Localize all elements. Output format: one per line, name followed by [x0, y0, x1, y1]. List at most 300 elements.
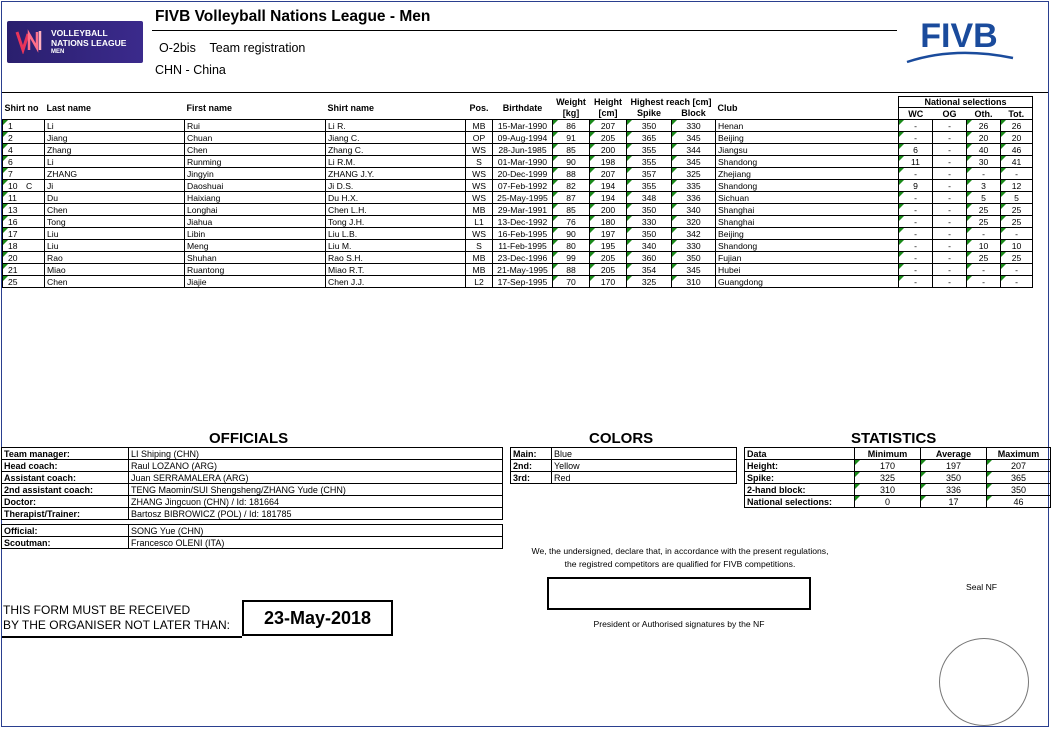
col-weight-unit: [kg]: [562, 108, 580, 119]
last-name-cell: Du: [45, 192, 185, 204]
block-cell: 345: [672, 132, 716, 144]
shirt-name-cell: Jiang C.: [326, 132, 466, 144]
wc-cell: -: [899, 216, 933, 228]
spike-cell: 365: [627, 132, 672, 144]
club-cell: Henan: [716, 120, 899, 132]
club-cell: Jiangsu: [716, 144, 899, 156]
shirt-no-cell: [3, 192, 45, 204]
first-name-cell: Ruantong: [185, 264, 326, 276]
table-row: [3, 216, 1033, 228]
last-name-cell: Liu: [45, 240, 185, 252]
stats-col-max: Maximum: [987, 448, 1051, 460]
stats-label: 2-hand block:: [745, 484, 855, 496]
spike-cell: 357: [627, 168, 672, 180]
wc-cell: 9: [899, 180, 933, 192]
stats-min: 170: [855, 460, 921, 472]
weight-cell: 82: [553, 180, 590, 192]
title-underline: [152, 30, 897, 31]
official-value: Raul LOZANO (ARG): [129, 460, 503, 472]
og-cell: -: [933, 144, 967, 156]
shirt-no: 21: [8, 264, 18, 275]
pos-cell: WS: [466, 180, 493, 192]
official-row: [2, 496, 503, 508]
shirt-name-cell: Liu L.B.: [326, 228, 466, 240]
og-cell: -: [933, 192, 967, 204]
height-cell: 194: [590, 180, 627, 192]
pos-cell: MB: [466, 204, 493, 216]
height-cell: 205: [590, 132, 627, 144]
shirt-no: 10: [8, 180, 18, 191]
last-name-cell: Zhang: [45, 144, 185, 156]
birthdate-cell: 25-May-1995: [493, 192, 553, 204]
table-row: [3, 228, 1033, 240]
form-name: Team registration: [209, 41, 306, 55]
birthdate-cell: 11-Feb-1995: [493, 240, 553, 252]
block-cell: 330: [672, 120, 716, 132]
official-value: Francesco OLENI (ITA): [129, 537, 503, 549]
tot-cell: 25: [1001, 204, 1033, 216]
oth-cell: -: [967, 228, 1001, 240]
first-name-cell: Jiahua: [185, 216, 326, 228]
official-label: Scoutman:: [2, 537, 129, 549]
club-cell: Zhejiang: [716, 168, 899, 180]
club-cell: Sichuan: [716, 192, 899, 204]
first-name-cell: Meng: [185, 240, 326, 252]
pos-cell: MB: [466, 264, 493, 276]
fivb-logo-text: FIVB: [920, 17, 998, 55]
birthdate-cell: 29-Mar-1991: [493, 204, 553, 216]
oth-cell: 10: [967, 240, 1001, 252]
deadline-line-1: THIS FORM MUST BE RECEIVED: [3, 603, 191, 617]
wc-cell: -: [899, 132, 933, 144]
tot-cell: 5: [1001, 192, 1033, 204]
block-cell: 310: [672, 276, 716, 288]
oth-cell: 25: [967, 252, 1001, 264]
stats-avg: 350: [921, 472, 987, 484]
deadline-text: [3, 603, 230, 633]
officials-table: [1, 447, 503, 520]
tot-cell: 12: [1001, 180, 1033, 192]
vnl-logo: [7, 21, 143, 63]
block-cell: 330: [672, 240, 716, 252]
height-cell: 207: [590, 120, 627, 132]
shirt-name-cell: Du H.X.: [326, 192, 466, 204]
block-cell: 350: [672, 252, 716, 264]
official-row: [2, 508, 503, 520]
fivb-logo-icon: [905, 14, 1015, 66]
spike-cell: 355: [627, 180, 672, 192]
weight-cell: 90: [553, 228, 590, 240]
club-cell: Guangdong: [716, 276, 899, 288]
table-row: [3, 276, 1033, 288]
shirt-name-cell: Li R.M.: [326, 156, 466, 168]
seal-label: Seal NF: [966, 582, 998, 592]
official-row: [2, 448, 503, 460]
pos-cell: WS: [466, 144, 493, 156]
tot-cell: 26: [1001, 120, 1033, 132]
oth-cell: 26: [967, 120, 1001, 132]
og-cell: -: [933, 276, 967, 288]
pos-cell: WS: [466, 228, 493, 240]
shirt-no: 7: [8, 168, 13, 179]
col-national-selections: National selections: [899, 97, 1033, 108]
official-label: 2nd assistant coach:: [2, 484, 129, 496]
stats-col-avg: Average: [921, 448, 987, 460]
fivb-logo: [905, 14, 1015, 66]
oth-cell: 25: [967, 216, 1001, 228]
officials-table-2: [1, 524, 503, 549]
height-cell: 194: [590, 192, 627, 204]
official-row: [2, 484, 503, 496]
col-first-name: First name: [186, 102, 233, 113]
first-name-cell: Rui: [185, 120, 326, 132]
shirt-no-cell: [3, 120, 45, 132]
club-cell: Shandong: [716, 156, 899, 168]
pos-cell: L2: [466, 276, 493, 288]
height-cell: 207: [590, 168, 627, 180]
first-name-cell: Longhai: [185, 204, 326, 216]
stats-max: 365: [987, 472, 1051, 484]
col-spike: Spike: [636, 108, 661, 119]
shirt-name-cell: Liu M.: [326, 240, 466, 252]
block-cell: 320: [672, 216, 716, 228]
weight-cell: 85: [553, 204, 590, 216]
shirt-name-cell: Zhang C.: [326, 144, 466, 156]
shirt-no-cell: [3, 228, 45, 240]
birthdate-cell: 17-Sep-1995: [493, 276, 553, 288]
first-name-cell: Runming: [185, 156, 326, 168]
team-name: CHN - China: [155, 63, 226, 77]
height-cell: 195: [590, 240, 627, 252]
og-cell: -: [933, 156, 967, 168]
table-row: [3, 168, 1033, 180]
shirt-no: 18: [8, 240, 18, 251]
pos-cell: S: [466, 156, 493, 168]
tot-cell: 10: [1001, 240, 1033, 252]
colors-title: COLORS: [589, 430, 654, 447]
shirt-no-cell: [3, 144, 45, 156]
tot-cell: -: [1001, 168, 1033, 180]
club-cell: Shandong: [716, 180, 899, 192]
spike-cell: 325: [627, 276, 672, 288]
wc-cell: -: [899, 276, 933, 288]
tot-cell: 25: [1001, 216, 1033, 228]
official-value: SONG Yue (CHN): [129, 525, 503, 537]
height-cell: 200: [590, 204, 627, 216]
height-cell: 197: [590, 228, 627, 240]
last-name-cell: Ji: [45, 180, 185, 192]
oth-cell: 25: [967, 204, 1001, 216]
shirt-no-cell: [3, 204, 45, 216]
wc-cell: -: [899, 120, 933, 132]
declaration-line-1: We, the undersigned, declare that, in accordance with the present regulations,: [531, 546, 829, 556]
birthdate-cell: 01-Mar-1990: [493, 156, 553, 168]
wc-cell: -: [899, 204, 933, 216]
official-label: Assistant coach:: [2, 472, 129, 484]
shirt-no: 1: [8, 120, 13, 131]
height-cell: 170: [590, 276, 627, 288]
table-row: [3, 240, 1033, 252]
shirt-no: 17: [8, 228, 18, 239]
table-row: [3, 144, 1033, 156]
spike-cell: 350: [627, 228, 672, 240]
color-label: 2nd:: [511, 460, 552, 472]
shirt-name-cell: Chen J.J.: [326, 276, 466, 288]
shirt-name-cell: Li R.: [326, 120, 466, 132]
last-name-cell: Liu: [45, 228, 185, 240]
spike-cell: 340: [627, 240, 672, 252]
og-cell: -: [933, 240, 967, 252]
weight-cell: 80: [553, 240, 590, 252]
weight-cell: 70: [553, 276, 590, 288]
color-label: 3rd:: [511, 472, 552, 484]
shirt-no: 2: [8, 132, 13, 143]
logo-text-2: NATIONS LEAGUE: [51, 38, 127, 48]
first-name-cell: Jiajie: [185, 276, 326, 288]
og-cell: -: [933, 168, 967, 180]
shirt-no: 13: [8, 204, 18, 215]
weight-cell: 87: [553, 192, 590, 204]
weight-cell: 91: [553, 132, 590, 144]
color-row: [511, 460, 737, 472]
birthdate-cell: 23-Dec-1996: [493, 252, 553, 264]
pos-cell: S: [466, 240, 493, 252]
col-pos: Pos.: [469, 102, 489, 113]
table-row: [3, 156, 1033, 168]
declaration-line-2: the registred competitors are qualified for FIVB competitions.: [564, 559, 796, 569]
spike-cell: 350: [627, 120, 672, 132]
stats-label: National selections:: [745, 496, 855, 508]
stats-avg: 17: [921, 496, 987, 508]
tot-cell: 41: [1001, 156, 1033, 168]
roster-table: [2, 96, 1033, 288]
og-cell: -: [933, 132, 967, 144]
og-cell: -: [933, 180, 967, 192]
birthdate-cell: 13-Dec-1992: [493, 216, 553, 228]
oth-cell: -: [967, 264, 1001, 276]
col-weight: Weight: [556, 97, 586, 107]
oth-cell: 20: [967, 132, 1001, 144]
spike-cell: 360: [627, 252, 672, 264]
stats-min: 0: [855, 496, 921, 508]
table-row: [3, 192, 1033, 204]
birthdate-cell: 28-Jun-1985: [493, 144, 553, 156]
col-block: Block: [681, 108, 706, 119]
weight-cell: 88: [553, 168, 590, 180]
stats-col-min: Minimum: [855, 448, 921, 460]
tot-cell: 46: [1001, 144, 1033, 156]
logo-text-3: MEN: [51, 49, 65, 55]
shirt-no: 25: [8, 276, 18, 287]
block-cell: 345: [672, 156, 716, 168]
stats-avg: 336: [921, 484, 987, 496]
height-cell: 180: [590, 216, 627, 228]
shirt-no-cell: [3, 132, 45, 144]
last-name-cell: ZHANG: [45, 168, 185, 180]
club-cell: Fujian: [716, 252, 899, 264]
block-cell: 345: [672, 264, 716, 276]
official-label: Doctor:: [2, 496, 129, 508]
spike-cell: 355: [627, 156, 672, 168]
form-label: [159, 41, 305, 55]
og-cell: -: [933, 216, 967, 228]
spike-cell: 330: [627, 216, 672, 228]
stats-min: 325: [855, 472, 921, 484]
club-cell: Beijing: [716, 132, 899, 144]
oth-cell: -: [967, 276, 1001, 288]
last-name-cell: Jiang: [45, 132, 185, 144]
stats-max: 350: [987, 484, 1051, 496]
oth-cell: 3: [967, 180, 1001, 192]
color-value: Red: [552, 472, 737, 484]
shirt-no-cell: [3, 252, 45, 264]
shirt-name-cell: Ji D.S.: [326, 180, 466, 192]
shirt-no-cell: [3, 216, 45, 228]
form-code: O-2bis: [159, 41, 196, 55]
spike-cell: 350: [627, 204, 672, 216]
captain-mark: C: [26, 180, 33, 191]
col-highest-reach: Highest reach [cm]: [630, 97, 712, 107]
col-height: Height: [594, 97, 622, 107]
stats-row: [745, 460, 1051, 472]
club-cell: Hubei: [716, 264, 899, 276]
official-row: [2, 537, 503, 549]
deadline-underline: [2, 636, 242, 638]
official-value: Juan SERRAMALERA (ARG): [129, 472, 503, 484]
stats-avg: 197: [921, 460, 987, 472]
shirt-no-cell: [3, 180, 45, 192]
shirt-name-cell: Rao S.H.: [326, 252, 466, 264]
tot-cell: 20: [1001, 132, 1033, 144]
wc-cell: -: [899, 252, 933, 264]
stats-row: [745, 496, 1051, 508]
declaration-text: [503, 545, 857, 571]
first-name-cell: Jingyin: [185, 168, 326, 180]
shirt-name-cell: Tong J.H.: [326, 216, 466, 228]
signature-box[interactable]: [547, 577, 811, 610]
first-name-cell: Chuan: [185, 132, 326, 144]
weight-cell: 76: [553, 216, 590, 228]
official-value: TENG Maomin/SUI Shengsheng/ZHANG Yude (CHN): [129, 484, 503, 496]
table-row: [3, 132, 1033, 144]
stats-row: [745, 472, 1051, 484]
birthdate-cell: 09-Aug-1994: [493, 132, 553, 144]
weight-cell: 85: [553, 144, 590, 156]
stats-row: [745, 484, 1051, 496]
club-cell: Shanghai: [716, 204, 899, 216]
shirt-no: 20: [8, 252, 18, 263]
col-og: OG: [942, 108, 957, 119]
og-cell: -: [933, 252, 967, 264]
stats-max: 46: [987, 496, 1051, 508]
wc-cell: -: [899, 168, 933, 180]
last-name-cell: Chen: [45, 204, 185, 216]
official-label: Head coach:: [2, 460, 129, 472]
og-cell: -: [933, 120, 967, 132]
height-cell: 198: [590, 156, 627, 168]
table-row: [3, 252, 1033, 264]
club-cell: Beijing: [716, 228, 899, 240]
weight-cell: 90: [553, 156, 590, 168]
col-height-unit: [cm]: [598, 108, 618, 119]
shirt-no: 11: [8, 192, 17, 203]
oth-cell: -: [967, 168, 1001, 180]
last-name-cell: Li: [45, 156, 185, 168]
og-cell: -: [933, 204, 967, 216]
official-row: [2, 472, 503, 484]
spike-cell: 348: [627, 192, 672, 204]
first-name-cell: Chen: [185, 144, 326, 156]
official-label: Therapist/Trainer:: [2, 508, 129, 520]
block-cell: 336: [672, 192, 716, 204]
last-name-cell: Miao: [45, 264, 185, 276]
pos-cell: L1: [466, 216, 493, 228]
wc-cell: -: [899, 228, 933, 240]
wc-cell: 11: [899, 156, 933, 168]
pos-cell: WS: [466, 192, 493, 204]
stats-header-row: [745, 448, 1051, 460]
oth-cell: 5: [967, 192, 1001, 204]
official-value: ZHANG Jingcuon (CHN) / Id: 181664: [129, 496, 503, 508]
weight-cell: 99: [553, 252, 590, 264]
shirt-no-cell: [3, 156, 45, 168]
official-value: LI Shiping (CHN): [129, 448, 503, 460]
last-name-cell: Li: [45, 120, 185, 132]
birthdate-cell: 15-Mar-1990: [493, 120, 553, 132]
col-shirt-name: Shirt name: [327, 102, 375, 113]
birthdate-cell: 16-Feb-1995: [493, 228, 553, 240]
block-cell: 340: [672, 204, 716, 216]
pos-cell: MB: [466, 120, 493, 132]
first-name-cell: Daoshuai: [185, 180, 326, 192]
shirt-no-cell: [3, 240, 45, 252]
shirt-no: 6: [8, 156, 13, 167]
seal-circle[interactable]: [939, 638, 1029, 726]
statistics-title: STATISTICS: [851, 430, 937, 447]
official-label: Team manager:: [2, 448, 129, 460]
stats-col-data: Data: [745, 448, 855, 460]
birthdate-cell: 20-Dec-1999: [493, 168, 553, 180]
logo-text-1: VOLLEYBALL: [51, 28, 108, 38]
official-value: Bartosz BIBROWICZ (POL) / Id: 181785: [129, 508, 503, 520]
tot-cell: -: [1001, 228, 1033, 240]
col-last-name: Last name: [46, 102, 92, 113]
shirt-no: 4: [8, 144, 13, 155]
col-oth: Oth.: [974, 108, 993, 119]
shirt-no-cell: [3, 264, 45, 276]
col-wc: WC: [899, 108, 933, 120]
last-name-cell: Rao: [45, 252, 185, 264]
shirt-no-cell: [3, 168, 45, 180]
wc-cell: 6: [899, 144, 933, 156]
height-cell: 200: [590, 144, 627, 156]
signature-label: President or Authorised signatures by the NF: [593, 619, 765, 629]
color-row: [511, 448, 737, 460]
last-name-cell: Tong: [45, 216, 185, 228]
official-label: Official:: [2, 525, 129, 537]
club-cell: Shandong: [716, 240, 899, 252]
shirt-name-cell: ZHANG J.Y.: [326, 168, 466, 180]
height-cell: 205: [590, 264, 627, 276]
col-club: Club: [717, 102, 738, 113]
color-value: Yellow: [552, 460, 737, 472]
og-cell: -: [933, 228, 967, 240]
weight-cell: 86: [553, 120, 590, 132]
stats-min: 310: [855, 484, 921, 496]
spike-cell: 355: [627, 144, 672, 156]
tot-cell: -: [1001, 276, 1033, 288]
block-cell: 342: [672, 228, 716, 240]
